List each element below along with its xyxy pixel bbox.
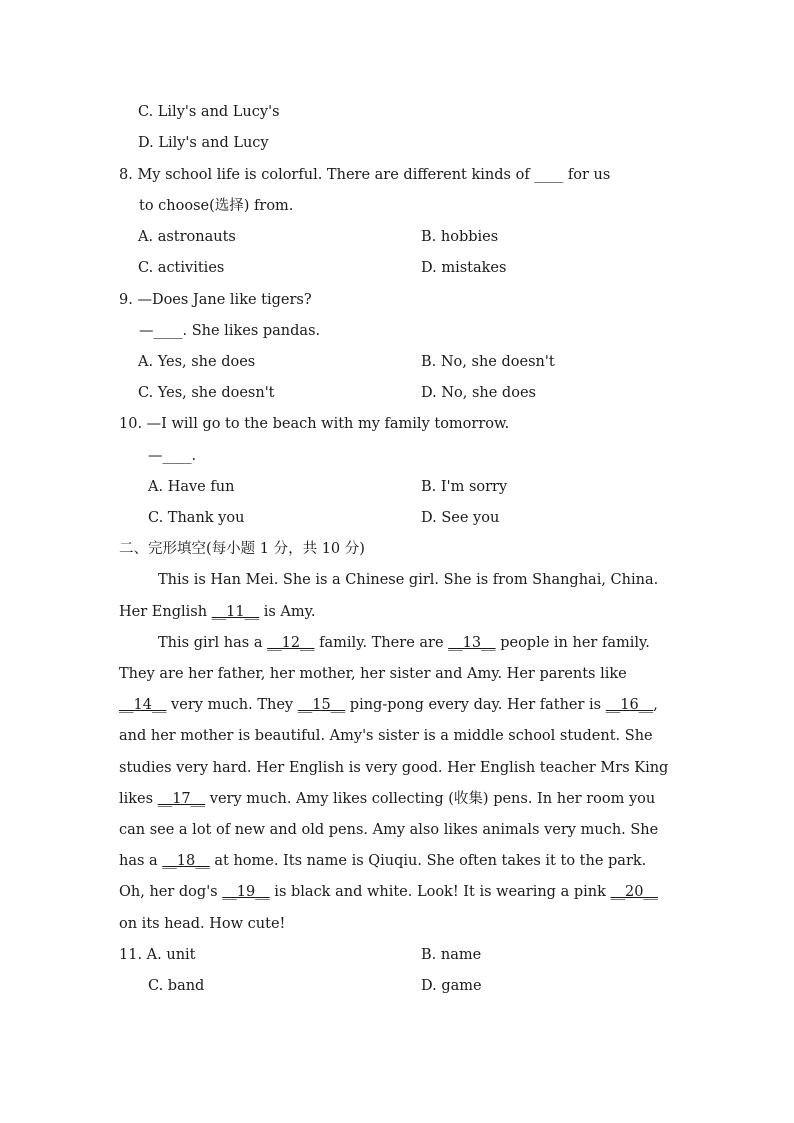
section-heading-cloze: 二、完形填空(每小题 1 分，共 10 分) xyxy=(119,541,365,557)
q8-stem-line1: 8. My school life is colorful. There are different kinds of ____ for us xyxy=(119,167,611,183)
passage-text: likes xyxy=(119,791,158,807)
passage-text: very much. Amy likes collecting (收集) pens. In her room you xyxy=(205,791,656,807)
passage-text: This girl has a xyxy=(158,635,268,651)
q11-option-c: C. band xyxy=(148,978,205,994)
blank-13: __13__ xyxy=(448,635,496,651)
passage-p2-line10: on its head. How cute! xyxy=(119,916,286,932)
q9-stem-line1: 9. —Does Jane like tigers? xyxy=(119,292,312,308)
passage-text: Her English xyxy=(119,604,212,620)
blank-15: __15__ xyxy=(297,697,346,713)
passage-text: is black and white. Look! It is wearing a pink xyxy=(269,884,611,900)
passage-p2-line3 xyxy=(119,695,658,715)
blank-20: __20__ xyxy=(610,884,658,900)
passage-text: has a xyxy=(119,853,163,869)
q8-option-c: C. activities xyxy=(138,260,225,276)
q9-option-b: B. No, she doesn't xyxy=(421,354,555,370)
blank-17: __17__ xyxy=(157,791,206,807)
passage-p2-line2: They are her father, her mother, her sister and Amy. Her parents like xyxy=(119,666,627,682)
passage-p2-line7: can see a lot of new and old pens. Amy also likes animals very much. She xyxy=(119,822,659,838)
passage-p2-line6 xyxy=(119,789,655,809)
passage-text: Oh, her dog's xyxy=(119,884,223,900)
passage-text: , xyxy=(653,697,658,713)
blank-12: __12__ xyxy=(267,635,315,651)
q10-option-a: A. Have fun xyxy=(148,479,235,495)
q10-option-d: D. See you xyxy=(421,510,500,526)
passage-p1-line2 xyxy=(119,602,316,622)
q7-option-d: D. Lily's and Lucy xyxy=(138,135,269,151)
q8-stem-line2: to choose(选择) from. xyxy=(139,198,294,214)
q7-option-c: C. Lily's and Lucy's xyxy=(138,104,280,120)
q9-option-d: D. No, she does xyxy=(421,385,536,401)
passage-text: ping-pong every day. Her father is xyxy=(345,697,606,713)
q11-option-d: D. game xyxy=(421,978,482,994)
q11-option-b: B. name xyxy=(421,947,482,963)
blank-19: __19__ xyxy=(222,884,270,900)
passage-text: people in her family. xyxy=(495,635,650,651)
passage-p2-line4: and her mother is beautiful. Amy's sister is a middle school student. She xyxy=(119,728,653,744)
q9-option-a: A. Yes, she does xyxy=(138,354,256,370)
q8-option-d: D. mistakes xyxy=(421,260,507,276)
q10-stem-line1: 10. —I will go to the beach with my family tomorrow. xyxy=(119,416,510,432)
passage-p1-line1: This is Han Mei. She is a Chinese girl. She is from Shanghai, China. xyxy=(158,572,659,588)
blank-11: __11__ xyxy=(211,604,260,620)
q10-stem-line2: —____. xyxy=(148,448,197,464)
passage-p2-line8 xyxy=(119,851,646,871)
passage-text: very much. They xyxy=(166,697,298,713)
blank-18: __18__ xyxy=(162,853,210,869)
blank-16: __16__ xyxy=(605,697,654,713)
q9-stem-line2: —____. She likes pandas. xyxy=(139,323,321,339)
q9-option-c: C. Yes, she doesn't xyxy=(138,385,275,401)
passage-text: at home. Its name is Qiuqiu. She often takes it to the park. xyxy=(209,853,647,869)
q8-option-a: A. astronauts xyxy=(138,229,236,245)
passage-p2-line9 xyxy=(119,882,658,902)
q10-option-c: C. Thank you xyxy=(148,510,245,526)
passage-p2-line1 xyxy=(158,633,650,653)
q10-option-b: B. I'm sorry xyxy=(421,479,508,495)
q11-option-a: 11. A. unit xyxy=(119,947,196,963)
blank-14: __14__ xyxy=(119,697,167,713)
passage-text: family. There are xyxy=(314,635,449,651)
passage-p2-line5: studies very hard. Her English is very good. Her English teacher Mrs King xyxy=(119,760,669,776)
q8-option-b: B. hobbies xyxy=(421,229,499,245)
passage-text: is Amy. xyxy=(259,604,316,620)
